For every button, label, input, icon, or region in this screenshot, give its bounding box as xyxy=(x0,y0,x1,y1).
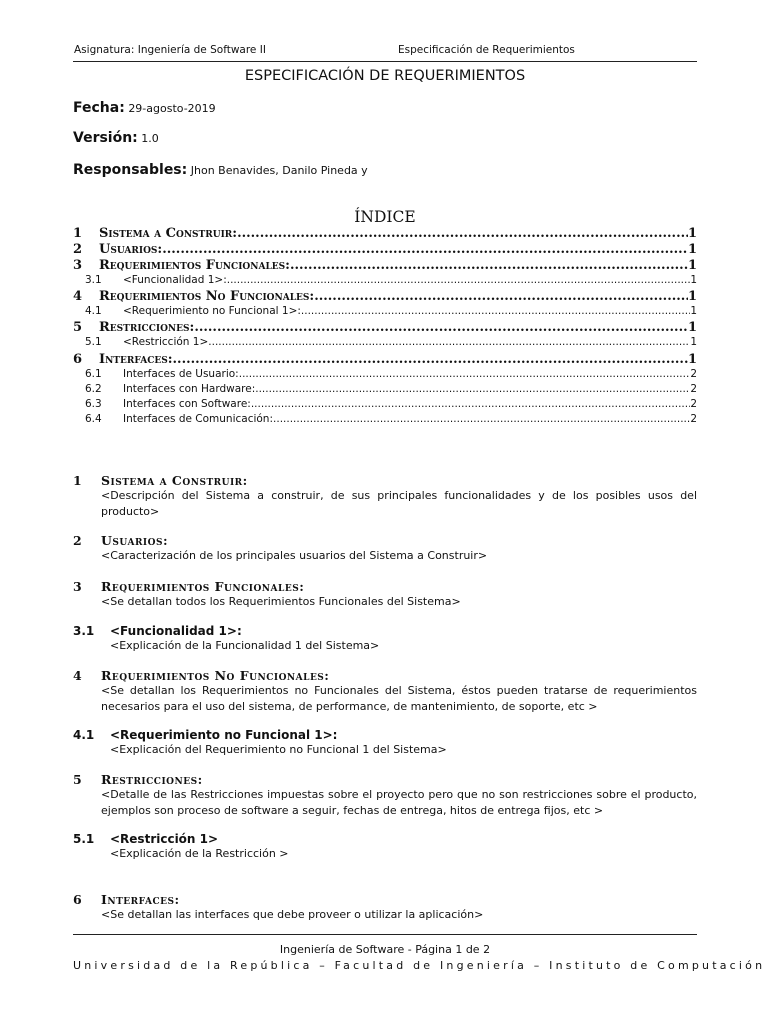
page-header xyxy=(73,44,697,62)
toc-entry-label: Requerimientos No Funcionales: xyxy=(99,289,315,305)
toc-entry-number: 5 xyxy=(73,320,83,336)
section-heading xyxy=(73,668,697,683)
footer-page-info: Ingeniería de Software - Página 1 de 2 xyxy=(279,943,491,956)
fecha-label: Fecha: xyxy=(73,100,125,116)
section-heading xyxy=(73,772,697,787)
toc-entry[interactable] xyxy=(73,352,697,368)
responsables-value: Jhon Benavides, Danilo Pineda y xyxy=(190,164,368,177)
header-course: Asignatura: Ingeniería de Software II xyxy=(74,44,266,56)
toc-entry[interactable] xyxy=(73,320,697,336)
version-label: Versión: xyxy=(73,130,138,146)
toc-dot-leader xyxy=(173,352,688,367)
section-body: <Descripción del Sistema a construir, de sus principales funcionalidades y de los posibles usos del producto> xyxy=(101,489,697,518)
toc-entry[interactable] xyxy=(73,274,697,289)
subsection-body: <Explicación de la Funcionalidad 1 del Sistema> xyxy=(110,639,380,652)
section-body: <Se detallan los Requerimientos no Funcionales del Sistema, éstos pueden tratarse de requerimientos necesarios para el uso del sistema, de performance, de mantenimiento, de soporte, etc > xyxy=(101,684,697,713)
section-body: <Se detallan las interfaces que debe proveer o utilizar la aplicación> xyxy=(101,908,484,921)
subsection-title: <Restricción 1> xyxy=(110,832,219,846)
meta-fecha xyxy=(73,100,216,116)
toc-entry-number: 6.2 xyxy=(85,382,102,395)
subsection-number: 5.1 xyxy=(73,832,95,846)
section-title: Interfaces: xyxy=(101,892,180,907)
toc-entry[interactable] xyxy=(73,242,697,258)
section-4 xyxy=(73,668,697,714)
section-3 xyxy=(73,579,697,610)
table-of-contents xyxy=(73,226,697,428)
subsection-number: 4.1 xyxy=(73,728,95,742)
section-3-1 xyxy=(73,624,697,654)
toc-entry[interactable] xyxy=(73,258,697,274)
toc-entry[interactable] xyxy=(73,398,697,413)
section-1 xyxy=(73,473,697,519)
toc-dot-leader xyxy=(237,226,688,241)
footer-divider xyxy=(73,934,697,935)
section-body: <Detalle de las Restricciones impuestas sobre el proyecto pero que no son restricciones sobre el producto, ejemplos son proceso de software a seguir, fechas de entrega, hitos de entrega fijos, etc > xyxy=(101,788,697,817)
toc-dot-leader xyxy=(208,336,690,348)
subsection-body: <Explicación del Requerimiento no Funcional 1 del Sistema> xyxy=(110,743,447,756)
section-number: 1 xyxy=(73,473,82,488)
toc-entry-label: Usuarios: xyxy=(99,242,163,257)
toc-entry-page: 2 xyxy=(690,367,697,380)
toc-dot-leader xyxy=(314,289,688,304)
section-body: <Caracterización de los principales usuarios del Sistema a Construir> xyxy=(101,549,488,562)
toc-entry-label: Sistema a Construir: xyxy=(99,226,238,241)
meta-version xyxy=(73,130,159,146)
toc-entry-page: 1 xyxy=(687,242,697,257)
section-number: 4 xyxy=(73,668,82,683)
toc-entry-label: Interfaces con Hardware: xyxy=(123,382,256,395)
toc-entry[interactable] xyxy=(73,413,697,428)
toc-entry-label: <Requerimiento no Funcional 1>: xyxy=(123,305,301,318)
toc-entry-number: 1 xyxy=(73,226,83,241)
toc-entry-label: Interfaces de Comunicación: xyxy=(123,413,274,426)
toc-dot-leader xyxy=(255,383,690,395)
toc-entry-label: Interfaces con Software: xyxy=(123,397,251,410)
toc-dot-leader xyxy=(162,242,688,257)
toc-entry-page: 1 xyxy=(687,320,697,336)
version-value: 1.0 xyxy=(141,132,159,145)
section-number: 5 xyxy=(73,772,82,787)
section-heading xyxy=(73,892,697,907)
toc-entry-page: 1 xyxy=(690,305,697,318)
toc-entry-label: Interfaces de Usuario: xyxy=(123,367,239,380)
section-title: Requerimientos Funcionales: xyxy=(101,579,305,594)
toc-entry-number: 6 xyxy=(73,351,83,367)
indice-title: ÍNDICE xyxy=(354,208,416,226)
toc-entry-page: 2 xyxy=(690,397,697,410)
toc-entry[interactable] xyxy=(73,368,697,383)
section-5-1 xyxy=(73,832,697,862)
section-6 xyxy=(73,892,697,923)
subsection-heading xyxy=(73,832,697,846)
toc-entry-label: Requerimientos Funcionales: xyxy=(99,258,290,273)
toc-entry-number: 4.1 xyxy=(85,305,102,318)
toc-entry-number: 6.3 xyxy=(85,397,102,410)
section-title: Requerimientos No Funcionales: xyxy=(101,668,330,683)
toc-entry-page: 1 xyxy=(687,226,697,241)
toc-entry-number: 4 xyxy=(73,289,83,305)
subsection-title: <Funcionalidad 1>: xyxy=(110,624,242,638)
toc-entry-page: 1 xyxy=(687,289,697,305)
toc-entry-page: 1 xyxy=(687,351,697,367)
toc-entry-page: 2 xyxy=(690,382,697,395)
toc-entry-number: 6.1 xyxy=(85,367,102,380)
toc-dot-leader xyxy=(301,305,690,317)
section-2 xyxy=(73,533,697,564)
toc-entry-number: 2 xyxy=(73,242,83,257)
subsection-number: 3.1 xyxy=(73,624,95,638)
footer-institution: Universidad de la República – Facultad de Ingeniería – Instituto de Computación xyxy=(73,959,766,972)
section-title: Usuarios: xyxy=(101,533,169,548)
toc-entry-page: 1 xyxy=(690,274,697,286)
section-4-1 xyxy=(73,728,697,758)
section-body: <Se detallan todos los Requerimientos Funcionales del Sistema> xyxy=(101,595,461,608)
fecha-value: 29-agosto-2019 xyxy=(128,102,216,115)
toc-entry-label: <Restricción 1> xyxy=(123,336,209,349)
toc-entry-page: 1 xyxy=(690,336,697,349)
toc-entry[interactable] xyxy=(73,289,697,305)
section-heading xyxy=(73,533,697,548)
toc-entry[interactable] xyxy=(73,336,697,351)
document-title: ESPECIFICACIÓN DE REQUERIMIENTOS xyxy=(244,68,526,84)
toc-entry-number: 3 xyxy=(73,258,83,273)
toc-entry-label: <Funcionalidad 1>: xyxy=(123,274,227,286)
toc-entry-number: 6.4 xyxy=(85,413,102,426)
toc-entry[interactable] xyxy=(73,383,697,398)
toc-entry[interactable] xyxy=(73,226,697,242)
toc-entry-number: 3.1 xyxy=(85,274,102,286)
section-number: 3 xyxy=(73,579,82,594)
toc-dot-leader xyxy=(239,368,691,380)
section-title: Restricciones: xyxy=(101,772,203,787)
toc-dot-leader xyxy=(290,258,688,273)
toc-dot-leader xyxy=(227,274,691,286)
subsection-title: <Requerimiento no Funcional 1>: xyxy=(110,728,338,742)
section-number: 6 xyxy=(73,892,82,907)
meta-responsables xyxy=(73,162,368,178)
section-title: Sistema a Construir: xyxy=(101,473,248,488)
toc-entry-label: Interfaces: xyxy=(99,351,173,367)
toc-dot-leader xyxy=(194,320,688,335)
toc-dot-leader xyxy=(273,413,690,425)
toc-entry-label: Restricciones: xyxy=(99,320,195,336)
toc-entry[interactable] xyxy=(73,305,697,320)
subsection-heading xyxy=(73,728,697,742)
toc-entry-page: 2 xyxy=(690,413,697,426)
subsection-body: <Explicación de la Restricción > xyxy=(110,847,289,860)
section-heading xyxy=(73,579,697,594)
subsection-heading xyxy=(73,624,697,638)
toc-entry-page: 1 xyxy=(687,258,697,273)
section-number: 2 xyxy=(73,533,82,548)
section-heading xyxy=(73,473,697,488)
section-5 xyxy=(73,772,697,818)
toc-entry-number: 5.1 xyxy=(85,336,102,349)
header-doc-name: Especificación de Requerimientos xyxy=(398,44,575,56)
responsables-label: Responsables: xyxy=(73,162,188,178)
toc-dot-leader xyxy=(251,398,690,410)
